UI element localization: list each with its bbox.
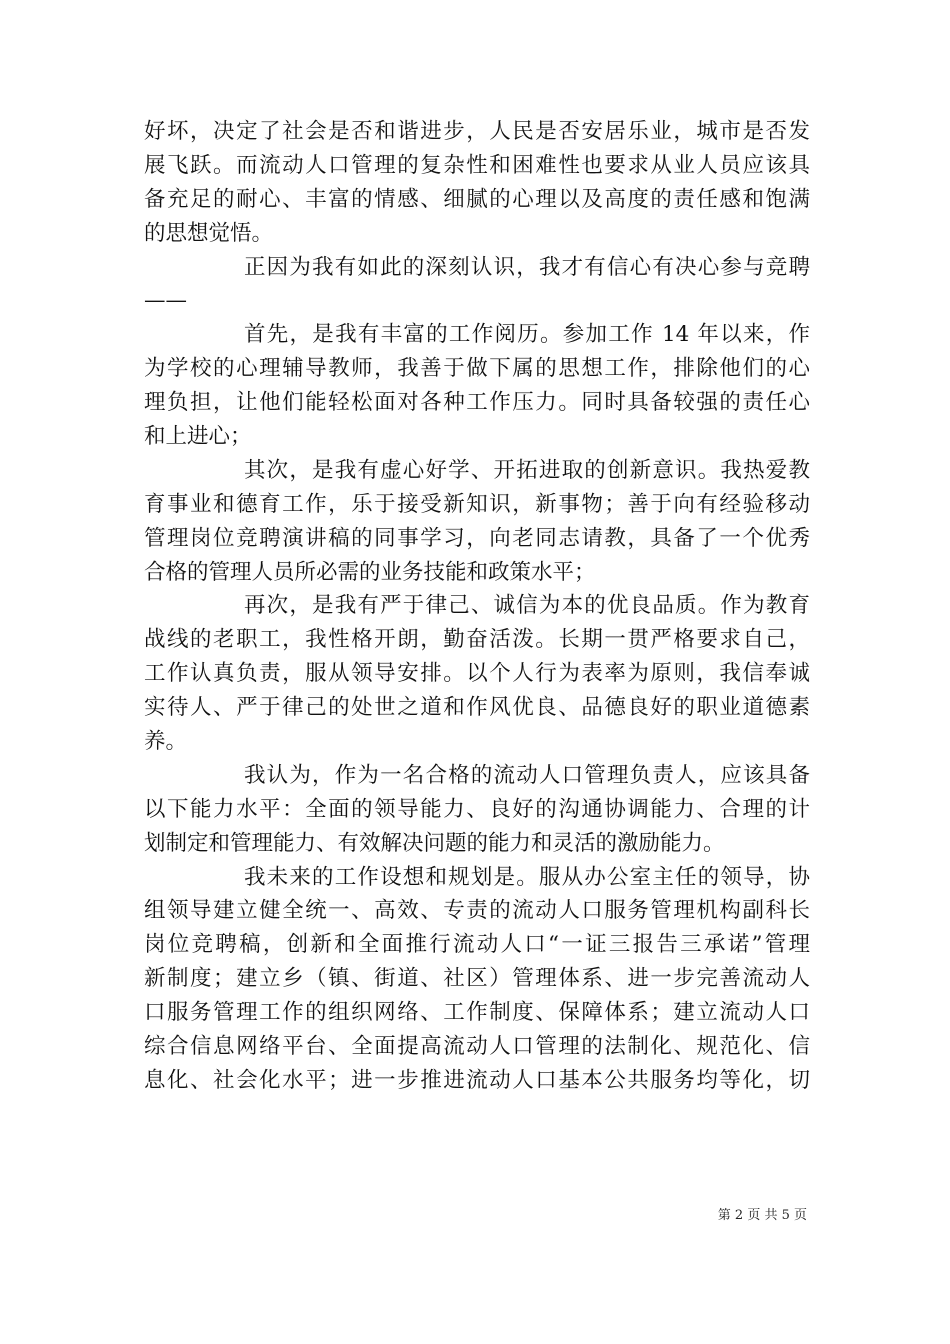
- text-line: 好坏，决定了社会是否和谐进步，人民是否安居乐业，城市是否发: [144, 119, 810, 144]
- page-number: 第 2 页 共 5 页: [717, 1208, 807, 1223]
- text-line: ——: [144, 288, 187, 314]
- text-line: 以下能力水平：全面的领导能力、良好的沟通协调能力、合理的计: [144, 796, 810, 822]
- text-line: 工作认真负责，服从领导安排。以个人行为表率为原则，我信奉诚: [144, 661, 810, 687]
- text-line: 为学校的心理辅导教师，我善于做下属的思想工作，排除他们的心: [144, 356, 810, 382]
- text-line: 口服务管理工作的组织网络、工作制度、保障体系；建立流动人口: [144, 1000, 810, 1026]
- text-line: 合格的管理人员所必需的业务技能和政策水平；: [144, 559, 596, 585]
- document-body: [144, 115, 810, 1098]
- text-line: 的思想觉悟。: [144, 220, 274, 246]
- text-line: 划制定和管理能力、有效解决问题的能力和灵活的激励能力。: [144, 830, 725, 856]
- text-line: 组领导建立健全统一、高效、专责的流动人口服务管理机构副科长: [144, 898, 810, 924]
- text-line: 和上进心；: [144, 424, 252, 450]
- text-line: 岗位竞聘稿，创新和全面推行流动人口“一证三报告三承诺”管理: [144, 932, 810, 958]
- text-line: 首先，是我有丰富的工作阅历。参加工作 14 年以来，作: [244, 322, 810, 348]
- text-line: 新制度；建立乡（镇、街道、社区）管理体系、进一步完善流动人: [144, 966, 810, 992]
- text-line: 育事业和德育工作，乐于接受新知识，新事物；善于向有经验移动: [144, 491, 810, 517]
- text-line: 管理岗位竞聘演讲稿的同事学习，向老同志请教，具备了一个优秀: [144, 525, 810, 551]
- text-line: 备充足的耐心、丰富的情感、细腻的心理以及高度的责任感和饱满: [144, 186, 810, 212]
- text-line: 再次，是我有严于律己、诚信为本的优良品质。作为教育: [244, 593, 810, 619]
- text-line: 息化、社会化水平；进一步推进流动人口基本公共服务均等化，切: [144, 1067, 810, 1093]
- text-line: 我认为，作为一名合格的流动人口管理负责人，应该具备: [244, 762, 810, 788]
- text-line: 展飞跃。而流动人口管理的复杂性和困难性也要求从业人员应该具: [144, 152, 810, 178]
- text-line: 养。: [144, 729, 188, 755]
- text-line: 实待人、严于律己的处世之道和作风优良、品德良好的职业道德素: [144, 695, 810, 721]
- text-line: 综合信息网络平台、全面提高流动人口管理的法制化、规范化、信: [144, 1034, 810, 1060]
- text-line: 正因为我有如此的深刻认识，我才有信心有决心参与竞聘: [244, 254, 810, 280]
- text-line: 理负担，让他们能轻松面对各种工作压力。同时具备较强的责任心: [144, 390, 810, 416]
- text-line: 我未来的工作设想和规划是。服从办公室主任的领导，协: [244, 864, 810, 890]
- text-line: 其次，是我有虚心好学、开拓进取的创新意识。我热爱教: [244, 457, 810, 483]
- text-line: 战线的老职工，我性格开朗，勤奋活泼。长期一贯严格要求自己，: [144, 627, 810, 653]
